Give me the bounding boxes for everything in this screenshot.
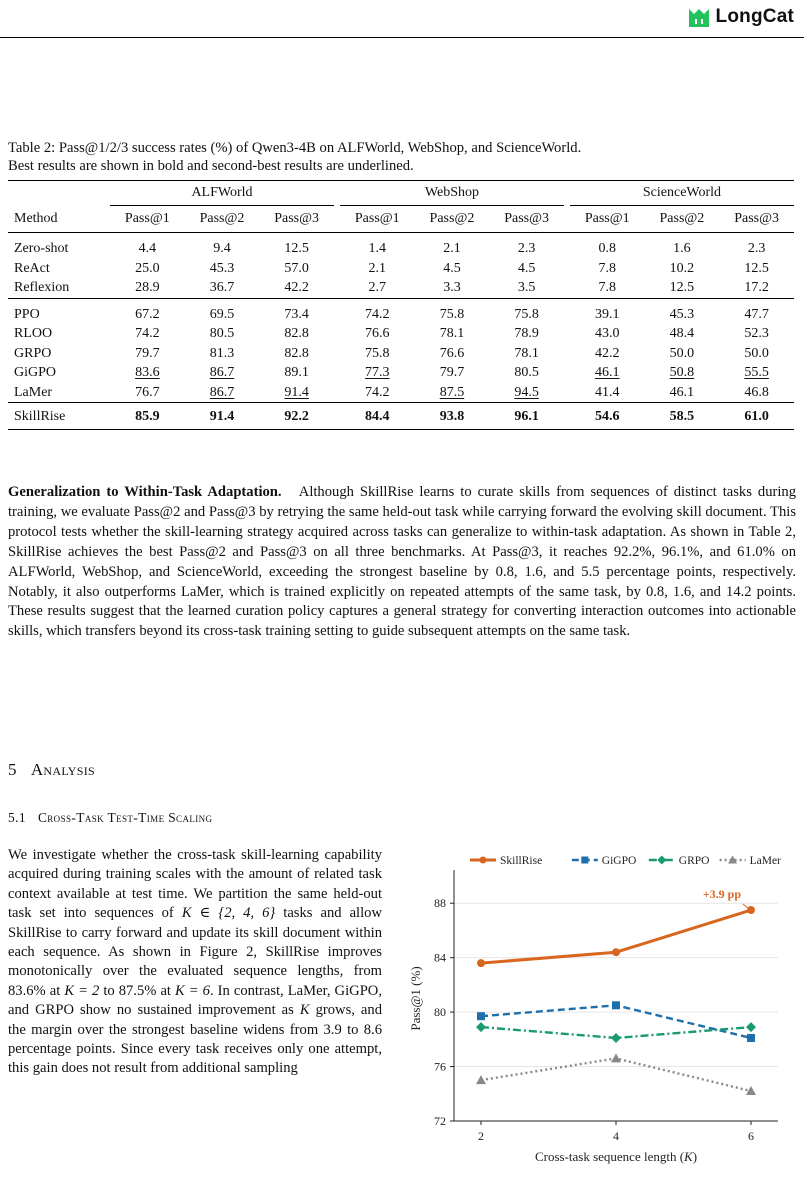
value-cell: 87.5 <box>439 384 465 400</box>
method-cell: Reflexion <box>14 280 70 295</box>
value-cell: 86.7 <box>209 365 235 380</box>
value-cell: 12.5 <box>744 260 769 276</box>
value-cell: 46.1 <box>595 365 620 380</box>
value-cell: 50.8 <box>669 365 695 380</box>
metric-header: Pass@1 <box>570 206 645 233</box>
value-cell: 39.1 <box>570 298 645 324</box>
value-cell: 91.4 <box>284 384 309 400</box>
method-cell: LaMer <box>14 384 53 400</box>
value-cell: 78.9 <box>514 326 539 341</box>
value-cell: 28.9 <box>135 280 160 295</box>
point-gigpo <box>477 1012 485 1020</box>
caption-line-1: Table 2: Pass@1/2/3 success rates (%) of Qwen3-4B on ALFWorld, WebShop, and ScienceWorld. <box>8 140 582 156</box>
point-gigpo <box>612 1001 620 1009</box>
value-cell: 4.5 <box>517 260 536 276</box>
value-cell: 2.1 <box>443 241 461 256</box>
value-cell: 86.7 <box>209 384 235 400</box>
value-cell: 73.4 <box>259 298 334 324</box>
point-gigpo <box>581 857 588 864</box>
value-cell: 58.5 <box>645 403 720 430</box>
value-cell: 2.3 <box>517 241 536 256</box>
value-cell: 67.2 <box>110 298 185 324</box>
section-heading <box>8 760 95 780</box>
analysis-text-3: to 87.5% at <box>99 982 176 999</box>
legend-label-skillrise: SkillRise <box>500 855 543 867</box>
value-cell: 92.2 <box>259 403 334 430</box>
y-tick-label: 80 <box>434 1005 446 1020</box>
value-cell: 76.6 <box>439 345 465 361</box>
value-cell: 89.1 <box>284 365 309 380</box>
value-cell: 76.6 <box>365 326 390 341</box>
value-cell: 42.2 <box>284 280 309 295</box>
value-cell: 91.4 <box>185 403 260 430</box>
value-cell: 52.3 <box>744 326 769 341</box>
value-cell: 50.0 <box>744 345 769 361</box>
y-tick-label: 72 <box>434 1114 446 1128</box>
value-cell: 43.0 <box>595 326 620 341</box>
generalization-paragraph <box>8 483 796 642</box>
math-k-6: K = 6 <box>175 982 210 999</box>
y-tick-label: 84 <box>434 950 446 965</box>
group-header-webshop: WebShop <box>340 181 564 206</box>
value-cell: 45.3 <box>645 298 720 324</box>
section-number: 5 <box>8 760 17 779</box>
analysis-text-1: We investigate whether the cross-task skill-learning capability acquired during training scales with the amount of related task context available at test time. We partition the same held-out task set into sequences of <box>8 847 382 922</box>
value-cell: 81.3 <box>209 345 235 361</box>
value-cell: 25.0 <box>135 260 160 276</box>
value-cell: 0.8 <box>598 241 617 256</box>
table-row <box>8 383 794 403</box>
value-cell: 78.1 <box>439 326 465 341</box>
analysis-text-4: . In contrast, LaMer, GiGPO, and GRPO show no sustained improvement as <box>8 982 382 1019</box>
subsection-title: Cross-Task Test-Time Scaling <box>37 810 213 825</box>
value-cell: 82.8 <box>284 326 309 341</box>
value-cell: 69.5 <box>185 298 260 324</box>
value-cell: 2.1 <box>368 260 387 276</box>
point-lamer <box>746 1086 756 1095</box>
value-cell: 75.8 <box>415 298 490 324</box>
value-cell: 77.3 <box>365 365 390 380</box>
value-cell: 48.4 <box>669 326 695 341</box>
metric-header: Pass@3 <box>259 206 334 233</box>
y-tick-label: 88 <box>434 896 446 911</box>
point-skillrise <box>747 906 755 914</box>
value-cell: 2.3 <box>747 241 766 256</box>
value-cell: 12.5 <box>669 280 695 295</box>
value-cell: 1.6 <box>673 241 691 256</box>
point-skillrise <box>612 948 620 956</box>
table-row <box>8 344 794 364</box>
value-cell: 79.7 <box>439 365 465 380</box>
method-cell: SkillRise <box>8 403 104 430</box>
x-tick-label: 4 <box>613 1129 619 1143</box>
math-k-set: K ∈ {2, 4, 6} <box>181 905 276 922</box>
value-cell: 45.3 <box>209 260 235 276</box>
section-title: Analysis <box>30 760 95 779</box>
metric-header: Pass@2 <box>185 206 260 233</box>
table-row <box>8 298 794 324</box>
y-tick-label: 76 <box>434 1059 446 1074</box>
table-row <box>8 363 794 383</box>
value-cell: 50.0 <box>669 345 695 361</box>
value-cell: 61.0 <box>719 403 794 430</box>
metric-header: Pass@2 <box>415 206 490 233</box>
analysis-paragraph <box>8 846 382 1079</box>
value-cell: 2.7 <box>368 280 387 295</box>
point-lamer <box>611 1053 621 1062</box>
metric-header: Pass@3 <box>489 206 564 233</box>
value-cell: 74.2 <box>340 298 415 324</box>
value-cell: 7.8 <box>598 280 617 295</box>
value-cell: 80.5 <box>209 326 235 341</box>
metric-header: Pass@1 <box>110 206 185 233</box>
value-cell: 82.8 <box>284 345 309 361</box>
value-cell: 1.4 <box>368 241 387 256</box>
value-cell: 9.4 <box>213 241 231 256</box>
value-cell: 78.1 <box>514 345 539 361</box>
math-k-2: K = 2 <box>64 982 100 999</box>
method-cell: GRPO <box>14 345 52 361</box>
method-cell: ReAct <box>14 260 50 276</box>
table-row <box>8 324 794 344</box>
value-cell: 36.7 <box>209 280 235 295</box>
x-tick-label: 2 <box>478 1129 484 1143</box>
x-tick-label: 6 <box>748 1129 754 1143</box>
value-cell: 42.2 <box>595 345 620 361</box>
column-header-row <box>8 206 794 233</box>
x-axis-label: Cross-task sequence length (K) <box>534 1149 698 1164</box>
value-cell: 75.8 <box>365 345 390 361</box>
method-cell: RLOO <box>14 326 53 341</box>
table-row <box>8 278 794 298</box>
value-cell: 46.1 <box>669 384 695 400</box>
value-cell: 3.5 <box>517 280 536 295</box>
metric-header: Pass@1 <box>340 206 415 233</box>
series-line-lamer <box>481 1058 751 1091</box>
value-cell: 7.8 <box>598 260 617 276</box>
value-cell: 55.5 <box>744 365 769 380</box>
value-cell: 41.4 <box>595 384 620 400</box>
table-row <box>8 403 794 430</box>
page-header <box>0 0 804 38</box>
method-cell: PPO <box>8 298 104 324</box>
analysis-text-2: tasks and allow SkillRise to carry forward and update its skill document within each sequence. As shown in Figure 2, SkillRise improves monotonically over the evaluated sequence lengths, from 83.6% at <box>8 905 382 999</box>
y-axis-label: Pass@1 (%) <box>408 966 423 1031</box>
value-cell: 93.8 <box>415 403 490 430</box>
value-cell: 96.1 <box>489 403 564 430</box>
method-header: Method <box>8 206 104 233</box>
group-header-scienceworld: ScienceWorld <box>570 181 794 206</box>
annotation-label: +3.9 pp <box>702 887 741 902</box>
paragraph-body: Although SkillRise learns to curate skills from sequences of distinct tasks during training, we evaluate Pass@2 and Pass@3 by retrying the same held-out task while carrying forward the evolving skill document. This protocol tests whether the skill-learning strategy acquired across tasks can generalize to within-task adaptation. As shown in Table 2, SkillRise achieves the best Pass@2 and Pass@3 on all three benchmarks. At Pass@3, it reaches 92.2%, 96.1%, and 61.0% on ALFWorld, WebShop, and ScienceWorld, exceeding the strongest baseline by 0.8, 1.6, and 5.5 percentage points, respectively. Notably, it also outperforms LaMer, which is trained explicitly on repeated attempts of the same task, by 0.8, 1.6, and 14.2 points. These results suggest that the learned curation policy captures a general strategy for converting interaction outcomes into actionable skills, which transfers beyond its cross-task training setting to guide subsequent attempts on the same task. <box>8 484 797 640</box>
group-header-alfworld: ALFWorld <box>110 181 334 206</box>
subsection-number: 5.1 <box>8 810 26 825</box>
point-gigpo <box>747 1034 755 1042</box>
cat-logo-icon <box>687 6 711 28</box>
method-cell: GiGPO <box>14 365 57 380</box>
point-skillrise <box>480 857 487 864</box>
value-cell: 12.5 <box>284 241 309 256</box>
longcat-logo <box>687 6 794 28</box>
value-cell: 46.8 <box>744 384 769 400</box>
value-cell: 74.2 <box>365 384 390 400</box>
line-chart <box>398 842 796 1172</box>
point-grpo <box>657 856 666 865</box>
point-grpo <box>746 1022 756 1032</box>
value-cell: 3.3 <box>443 280 461 295</box>
point-grpo <box>476 1022 486 1032</box>
point-grpo <box>611 1033 621 1043</box>
value-cell: 10.2 <box>669 260 695 276</box>
blank-cell <box>8 181 104 206</box>
value-cell: 80.5 <box>514 365 539 380</box>
table-row <box>8 233 794 259</box>
value-cell: 94.5 <box>514 384 539 400</box>
value-cell: 54.6 <box>570 403 645 430</box>
analysis-text-5: grows, and the margin over the strongest baseline widens from 3.9 to 8.6 percentage points. Since every task receives only one attempt, this gain does not result from additional sampling <box>8 1002 382 1077</box>
math-k: K <box>299 1002 310 1019</box>
results-table <box>8 180 794 430</box>
value-cell: 4.4 <box>138 241 157 256</box>
value-cell: 17.2 <box>744 280 769 295</box>
method-cell: Zero-shot <box>14 241 69 256</box>
legend-label-grpo: GRPO <box>678 855 710 867</box>
group-header-row <box>8 181 794 206</box>
value-cell: 47.7 <box>719 298 794 324</box>
table-caption <box>8 140 796 175</box>
point-lamer <box>476 1075 486 1084</box>
value-cell: 4.5 <box>443 260 461 276</box>
value-cell: 76.7 <box>135 384 160 400</box>
table-row <box>8 259 794 279</box>
value-cell: 79.7 <box>135 345 160 361</box>
value-cell: 57.0 <box>284 260 309 276</box>
legend-label-gigpo: GiGPO <box>601 855 637 867</box>
subsection-heading <box>8 810 212 826</box>
value-cell: 85.9 <box>110 403 185 430</box>
caption-line-2: Best results are shown in bold and second-best results are underlined. <box>8 157 414 174</box>
logo-text: LongCat <box>715 6 794 27</box>
point-skillrise <box>477 959 485 967</box>
paragraph-heading: Generalization to Within-Task Adaptation. <box>8 484 282 500</box>
value-cell: 74.2 <box>135 326 160 341</box>
legend-label-lamer: LaMer <box>749 855 781 867</box>
annotation-pointer <box>743 904 749 909</box>
value-cell: 84.4 <box>340 403 415 430</box>
value-cell: 83.6 <box>135 365 160 380</box>
metric-header: Pass@3 <box>719 206 794 233</box>
metric-header: Pass@2 <box>645 206 720 233</box>
figure-2-chart <box>398 842 796 1172</box>
value-cell: 75.8 <box>489 298 564 324</box>
